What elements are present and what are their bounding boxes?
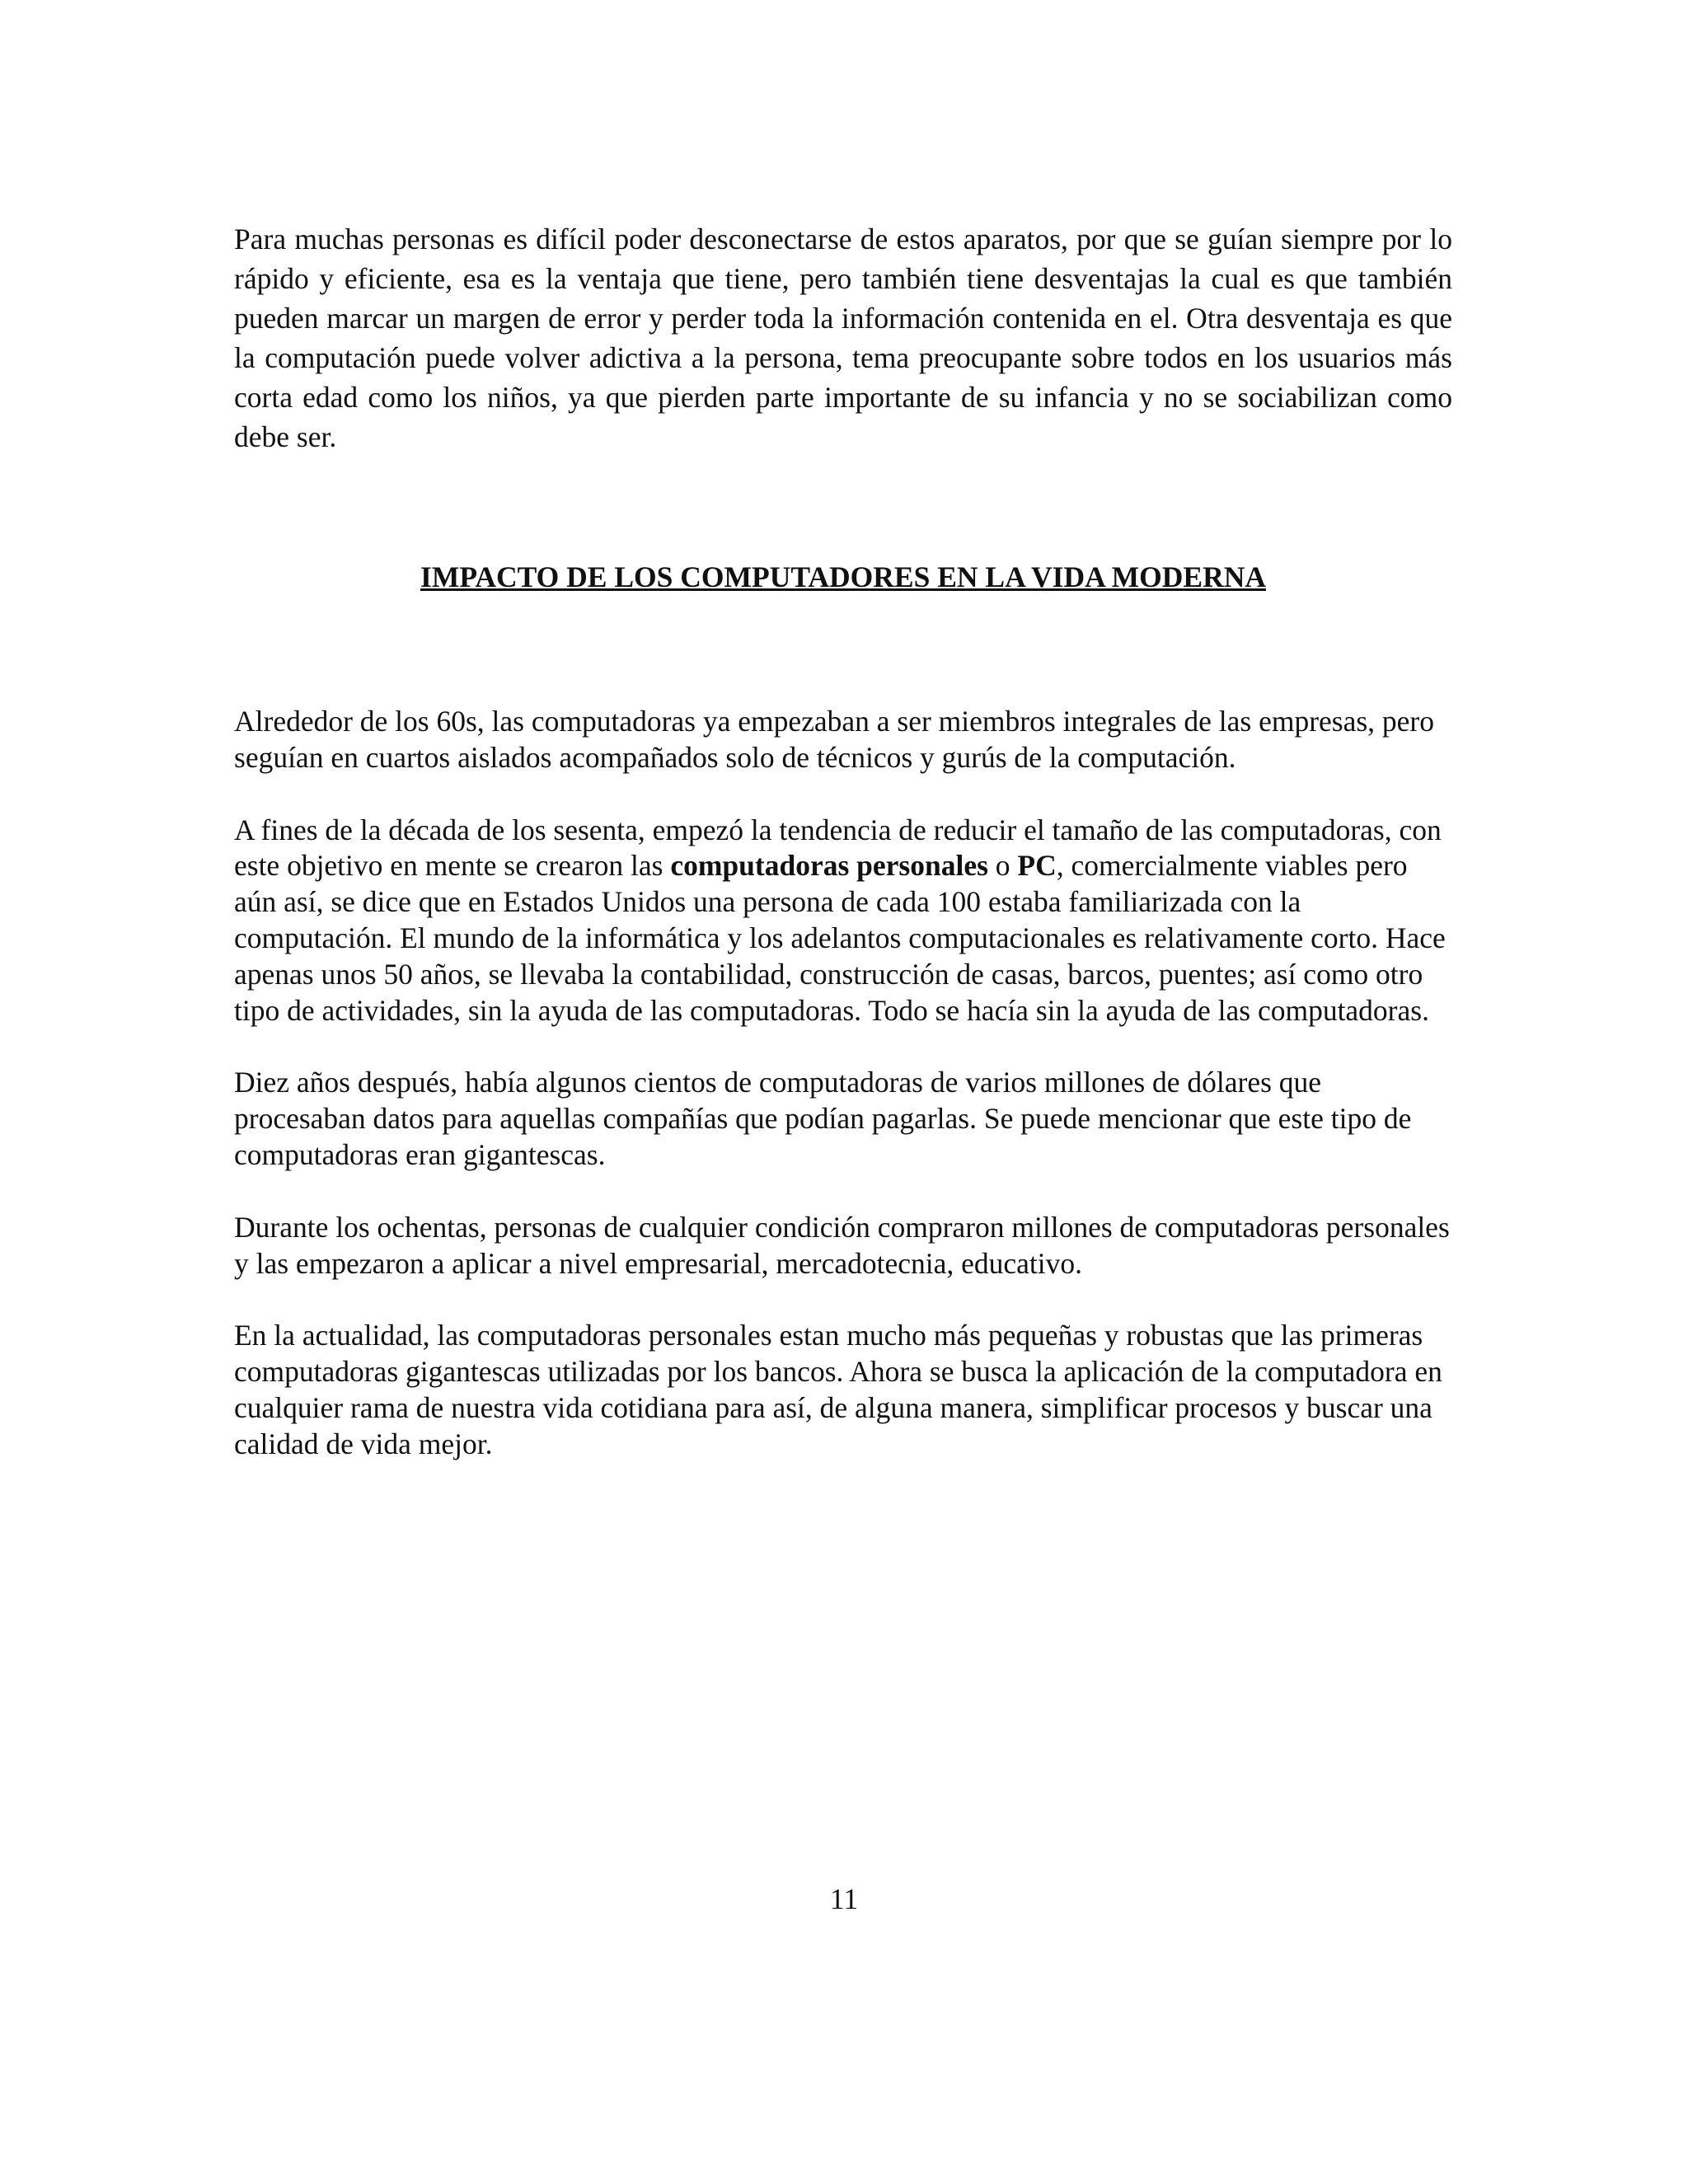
paragraph-3: Diez años después, había algunos cientos de computadoras de varios millones de dólares que procesaban datos para aquellas compañías que podían pagarlas. Se puede mencionar que este tipo de computadoras eran gigantescas. [234, 1066, 1412, 1171]
paragraph-2-bold-term-pc: PC [1017, 849, 1057, 883]
paragraph-2-part-2: o [987, 849, 1018, 883]
paragraph-2-part-1: A fines de la década de los sesenta, empezó la tendencia de reducir el tamaño de las computadoras, con este objetivo en mente se crearon las [234, 813, 1442, 883]
paragraph-2-bold-term-personal-computers: computadoras personales [670, 849, 988, 883]
section-body [234, 704, 1454, 1499]
section-heading: IMPACTO DE LOS COMPUTADORES EN LA VIDA MODERNA [420, 560, 1266, 593]
paragraph-2 [234, 813, 1454, 1029]
paragraph-1: Alrededor de los 60s, las computadoras ya empezaban a ser miembros integrales de las empresas, pero seguían en cuartos aislados acompañados solo de técnicos y gurús de la computación. [234, 705, 1434, 774]
paragraph-5: En la actualidad, las computadoras personales estan mucho más pequeñas y robustas que las primeras computadoras gigantescas utilizadas por los bancos. Ahora se busca la aplicación de la computadora en cualquier rama de nuestra vida cotidiana para así, de alguna manera, simplificar procesos y buscar una calidad de vida mejor. [234, 1319, 1442, 1460]
intro-paragraph: Para muchas personas es difícil poder desconectarse de estos aparatos, por que se guían siempre por lo rápido y eficiente, esa es la ventaja que tiene, pero también tiene desventajas la cual es que también pueden marcar un margen de error y perder toda la información contenida en el. Otra desventaja es que la computación puede volver adictiva a la persona, tema preocupante sobre todos en los usuarios más corta edad como los niños, ya que pierden parte importante de su infancia y no se sociabilizan como debe ser. [234, 223, 1452, 453]
paragraph-4: Durante los ochentas, personas de cualquier condición compraron millones de computadoras personales y las empezaron a aplicar a nivel empresarial, mercadotecnia, educativo. [234, 1210, 1450, 1280]
page-number: 11 [829, 1882, 859, 1915]
paragraph-2-part-3: , comercialmente viables pero aún así, se dice que en Estados Unidos una persona de cada 100 estaba familiarizada con la computación. El mundo de la informática y los adelantos computacionales es relativamente corto. Hace apenas unos 50 años, se llevaba la contabilidad, construcción de casas, barcos, puentes; así como otro tipo de actividades, sin la ayuda de las computadoras. Todo se hacía sin la ayuda de las computadoras. [234, 849, 1446, 1027]
